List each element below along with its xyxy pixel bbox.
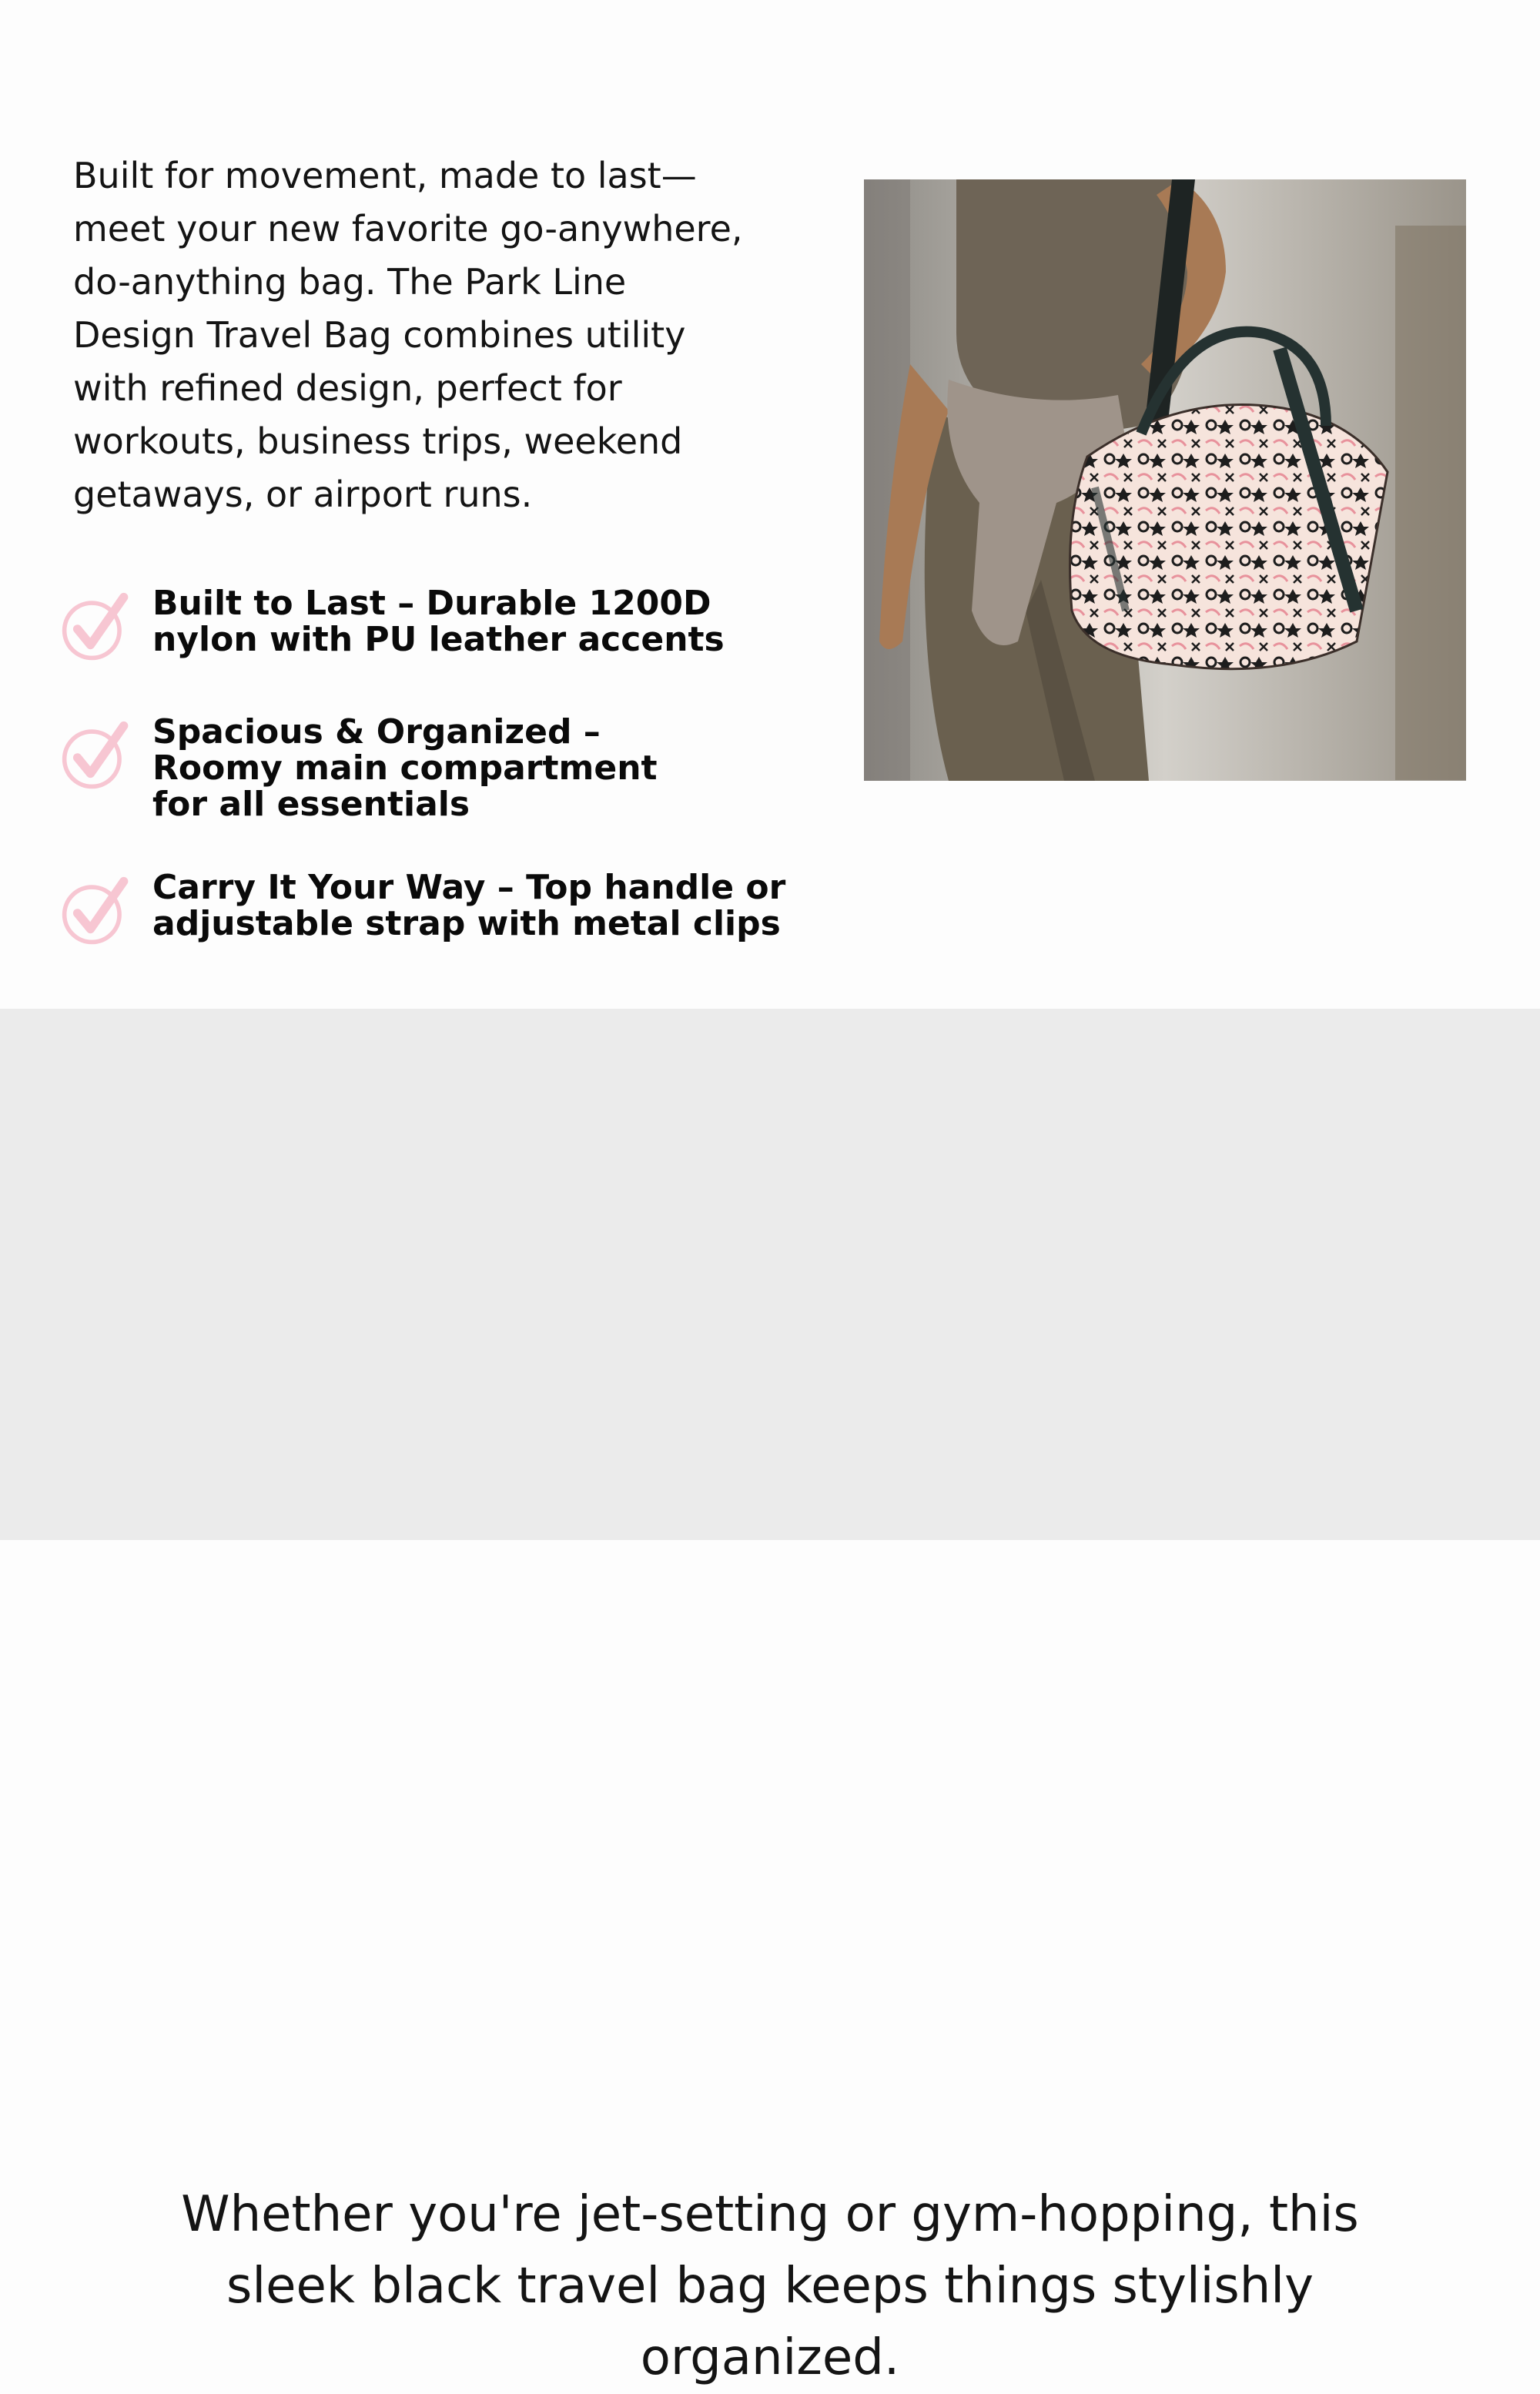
- bottom-section: [0, 1009, 1540, 2386]
- feature-text: Spacious & Organized – Roomy main compartment for all essentials: [152, 712, 658, 824]
- check-icon: [60, 876, 132, 948]
- top-section: [0, 0, 1540, 1009]
- feature-text: Carry It Your Way – Top handle or adjustable strap with metal clips: [152, 868, 786, 943]
- check-icon: [60, 591, 132, 664]
- intro-paragraph: Built for movement, made to last— meet your new favorite go-anywhere, do-anything bag. The Park Line Design Travel Bag combines utility with refined design, perfect for workouts, business trips, weekend getaways, or airport runs.: [73, 155, 743, 515]
- closing-statement: Whether you're jet-setting or gym-hopping, this sleek black travel bag keeps things stylishly organized.: [181, 2186, 1359, 2386]
- product-photo: [864, 179, 1466, 781]
- feature-text: Built to Last – Durable 1200D nylon with PU leather accents: [152, 584, 725, 659]
- model-with-travel-bag-illustration: [864, 179, 1466, 781]
- check-icon: [60, 720, 132, 792]
